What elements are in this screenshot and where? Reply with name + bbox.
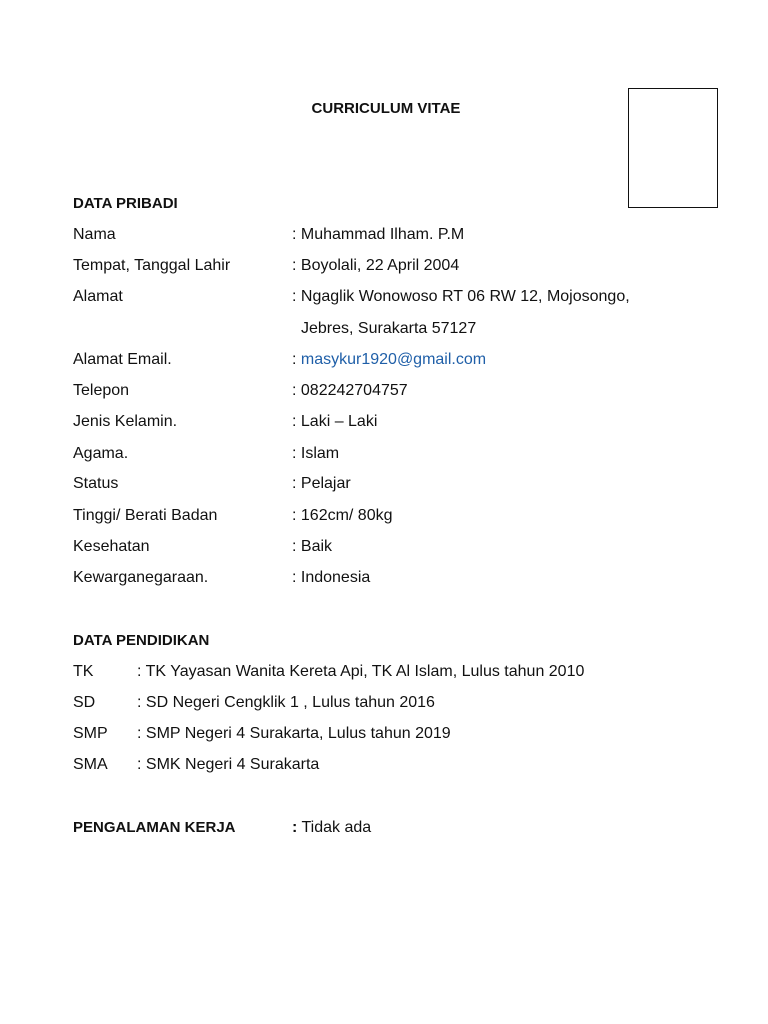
row-value: : SMP Negeri 4 Surakarta, Lulus tahun 2019 — [137, 725, 451, 742]
row-value: : Laki – Laki — [292, 413, 378, 430]
row-label: Alamat — [73, 288, 123, 305]
section-heading-education: DATA PENDIDIKAN — [73, 632, 210, 649]
work-colon: : — [292, 819, 298, 836]
row-value: : 162cm/ 80kg — [292, 507, 393, 524]
row-value — [292, 349, 486, 371]
row-value: : Ngaglik Wonowoso RT 06 RW 12, Mojosongo, — [292, 288, 630, 305]
row-label: SMP — [73, 725, 108, 742]
row-label: Tempat, Tanggal Lahir — [73, 257, 231, 274]
section-heading-personal: DATA PRIBADI — [73, 195, 178, 212]
email-link[interactable]: masykur1920@gmail.com — [300, 351, 487, 368]
work-value-text: Tidak ada — [297, 819, 372, 836]
row-value: : TK Yayasan Wanita Kereta Api, TK Al Islam, Lulus tahun 2010 — [137, 663, 585, 680]
row-label: SMA — [73, 756, 108, 773]
row-label: Agama. — [73, 445, 129, 462]
row-label: Status — [73, 475, 119, 492]
row-label: Kesehatan — [73, 538, 150, 555]
section-heading-work: PENGALAMAN KERJA — [73, 819, 236, 836]
row-label: SD — [73, 694, 96, 711]
row-value: : Muhammad Ilham. P.M — [292, 226, 465, 243]
row-label: Nama — [73, 226, 116, 243]
row-value: : Baik — [292, 538, 333, 555]
row-value: : Islam — [292, 445, 340, 462]
row-value: : Pelajar — [292, 475, 351, 492]
row-label: Alamat Email. — [73, 351, 172, 368]
row-value: Jebres, Surakarta 57127 — [301, 320, 477, 337]
row-value: : SMK Negeri 4 Surakarta — [137, 756, 320, 773]
row-label: Kewarganegaraan. — [73, 569, 209, 586]
row-value: : Boyolali, 22 April 2004 — [292, 257, 460, 274]
row-label: Telepon — [73, 382, 130, 399]
row-label: Jenis Kelamin. — [73, 413, 178, 430]
photo-placeholder — [628, 88, 718, 208]
email-colon: : — [292, 351, 301, 368]
row-label: TK — [73, 663, 94, 680]
row-label: Tinggi/ Berati Badan — [73, 507, 218, 524]
row-value: : SD Negeri Cengklik 1 , Lulus tahun 2016 — [137, 694, 435, 711]
row-value: : Indonesia — [292, 569, 371, 586]
row-value: : 082242704757 — [292, 382, 408, 399]
work-value — [292, 817, 371, 839]
document-title: CURRICULUM VITAE — [311, 100, 461, 117]
